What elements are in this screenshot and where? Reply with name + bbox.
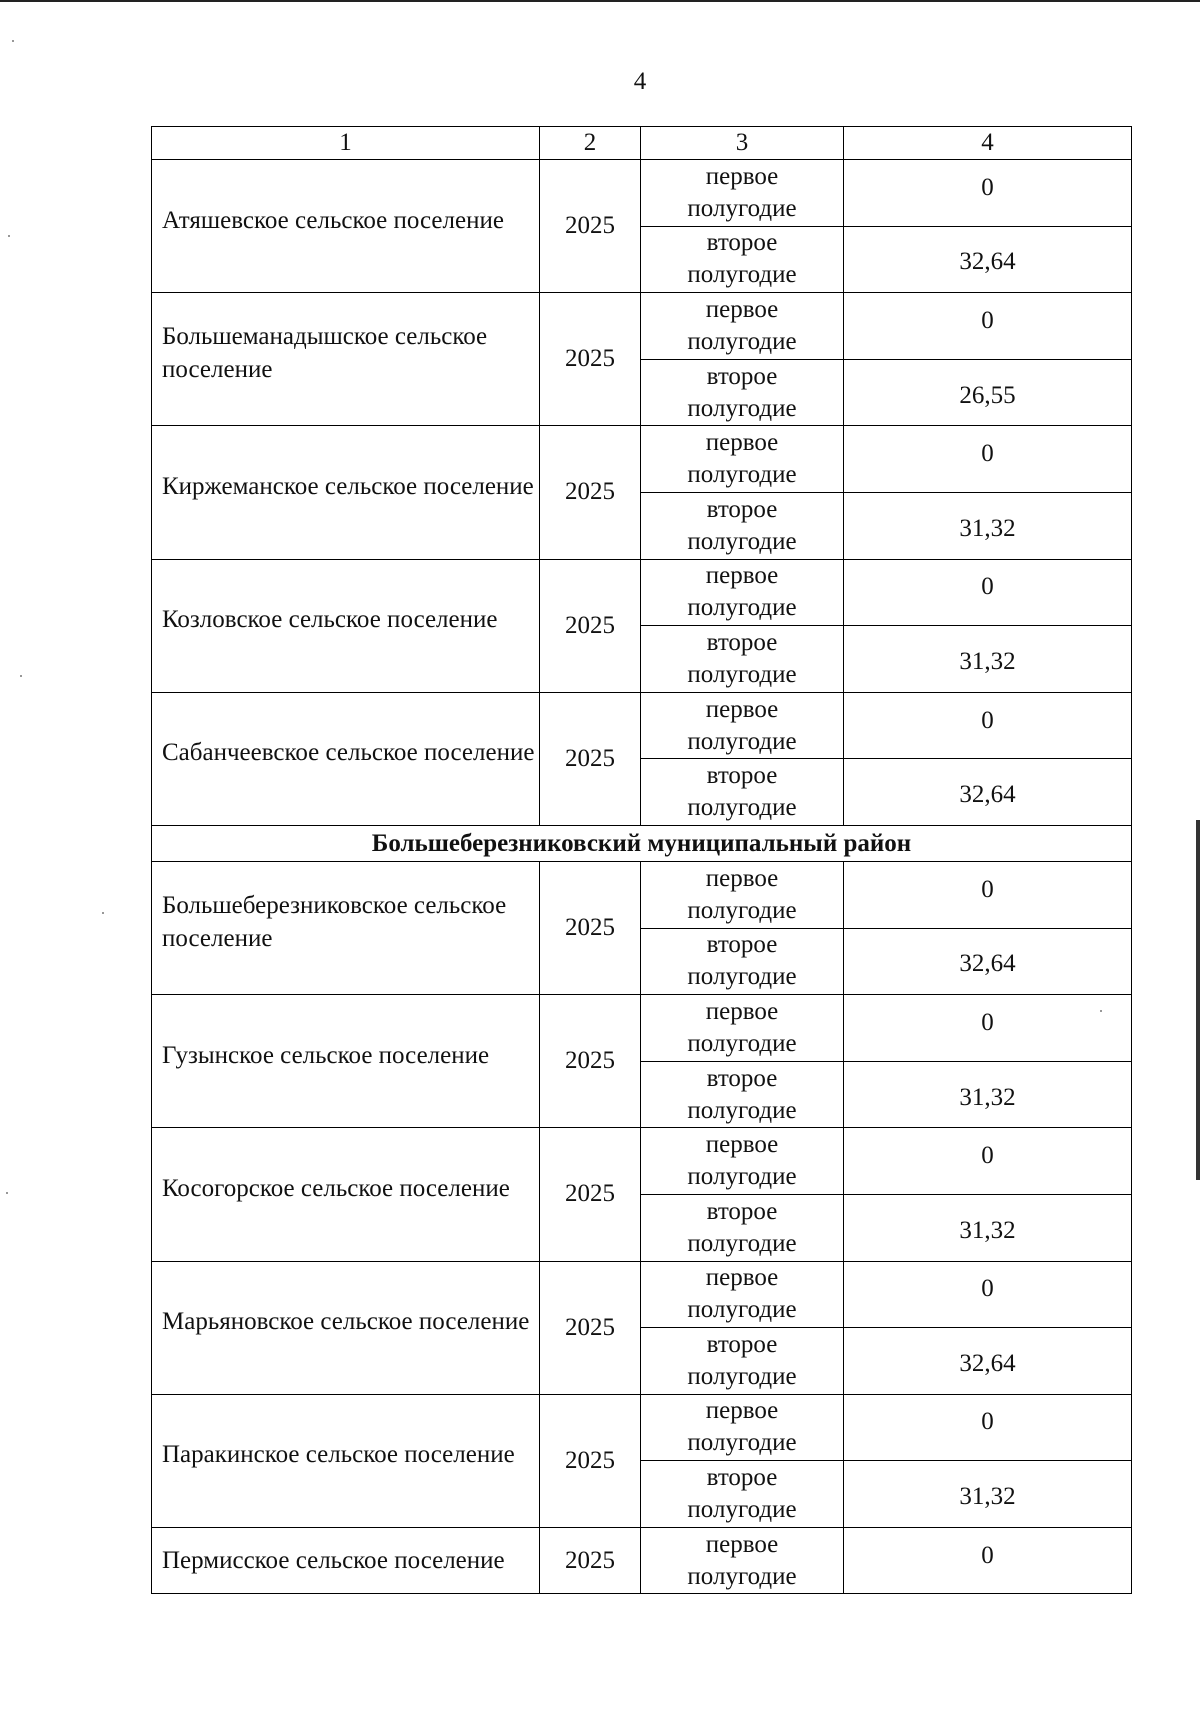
value: 32,64 bbox=[959, 781, 1016, 809]
period-label-line: полугодие bbox=[687, 896, 797, 924]
table-row bbox=[152, 559, 1132, 626]
period-cell bbox=[641, 626, 844, 693]
settlement-name-cell bbox=[152, 293, 540, 426]
data-table bbox=[151, 126, 1132, 1594]
period-label-line: первое bbox=[705, 295, 779, 323]
period-label-line: первое bbox=[705, 997, 779, 1025]
scan-speck bbox=[12, 40, 14, 42]
settlement-name: Большеманадышское сельское поселение bbox=[162, 323, 488, 384]
value: 0 bbox=[981, 573, 994, 601]
settlement-name: Киржеманское сельское поселение bbox=[162, 472, 534, 500]
settlement-name-cell bbox=[152, 1527, 540, 1594]
period-label-line: полугодие bbox=[687, 327, 797, 355]
scan-speck bbox=[20, 675, 22, 677]
period-cell bbox=[641, 928, 844, 995]
settlement-name: Паракинское сельское поселение bbox=[162, 1441, 515, 1469]
period-cell bbox=[641, 293, 844, 360]
period-label-line: второе bbox=[706, 1197, 778, 1225]
value-cell bbox=[844, 1061, 1132, 1128]
period-cell bbox=[641, 995, 844, 1062]
period-label-line: второе bbox=[706, 495, 778, 523]
settlement-name: Марьяновское сельское поселение bbox=[162, 1308, 530, 1336]
value: 0 bbox=[981, 875, 994, 903]
period-label-line: полугодие bbox=[687, 1296, 797, 1324]
value-cell bbox=[844, 1128, 1132, 1195]
settlement-name-cell bbox=[152, 160, 540, 293]
value-cell bbox=[844, 226, 1132, 293]
value: 0 bbox=[981, 1275, 994, 1303]
period-label-line: первое bbox=[705, 1264, 779, 1292]
value-cell bbox=[844, 426, 1132, 493]
value-cell bbox=[844, 626, 1132, 693]
value-cell bbox=[844, 1328, 1132, 1395]
column-header: 3 bbox=[641, 127, 844, 160]
settlement-name: Пермисское сельское поселение bbox=[162, 1547, 505, 1575]
value-cell bbox=[844, 559, 1132, 626]
settlement-name: Козловское сельское поселение bbox=[162, 606, 498, 634]
settlement-name-cell bbox=[152, 995, 540, 1128]
period-label-line: первое bbox=[705, 562, 779, 590]
section-title: Большеберезниковский муниципальный район bbox=[152, 825, 1132, 861]
settlement-name-cell bbox=[152, 559, 540, 692]
value-cell bbox=[844, 160, 1132, 227]
year-cell: 2025 bbox=[540, 861, 641, 994]
table-row bbox=[152, 293, 1132, 360]
period-cell bbox=[641, 160, 844, 227]
value-cell bbox=[844, 359, 1132, 426]
period-cell bbox=[641, 1261, 844, 1328]
value: 31,32 bbox=[959, 1483, 1016, 1511]
value-cell bbox=[844, 1461, 1132, 1528]
year-cell: 2025 bbox=[540, 995, 641, 1128]
value: 31,32 bbox=[959, 514, 1016, 542]
table-row bbox=[152, 692, 1132, 759]
table-row bbox=[152, 995, 1132, 1062]
period-cell bbox=[641, 359, 844, 426]
settlement-name-cell bbox=[152, 426, 540, 559]
period-label-line: второе bbox=[706, 229, 778, 257]
value-cell bbox=[844, 1261, 1132, 1328]
settlement-name: Большеберезниковское сельское поселение bbox=[162, 892, 507, 953]
period-label-line: полугодие bbox=[687, 527, 797, 555]
value-cell bbox=[844, 692, 1132, 759]
value: 0 bbox=[981, 306, 994, 334]
page-number: 4 bbox=[633, 68, 647, 95]
value-cell bbox=[844, 492, 1132, 559]
period-label-line: первое bbox=[705, 162, 779, 190]
value-cell bbox=[844, 1194, 1132, 1261]
value: 32,64 bbox=[959, 950, 1016, 978]
value: 0 bbox=[981, 1541, 994, 1569]
table-row bbox=[152, 1128, 1132, 1195]
period-label-line: полугодие bbox=[687, 1562, 797, 1590]
value: 0 bbox=[981, 1408, 994, 1436]
value-cell bbox=[844, 759, 1132, 826]
period-label-line: первое bbox=[705, 695, 779, 723]
value-cell bbox=[844, 928, 1132, 995]
year-cell: 2025 bbox=[540, 1527, 641, 1594]
value: 31,32 bbox=[959, 1083, 1016, 1111]
value: 0 bbox=[981, 440, 994, 468]
period-label-line: второе bbox=[706, 1464, 778, 1492]
period-label-line: первое bbox=[705, 1397, 779, 1425]
year-cell: 2025 bbox=[540, 160, 641, 293]
period-cell bbox=[641, 1194, 844, 1261]
settlement-name-cell bbox=[152, 1128, 540, 1261]
scan-speck bbox=[8, 235, 10, 237]
period-label-line: полугодие bbox=[687, 660, 797, 688]
period-label-line: второе bbox=[706, 1330, 778, 1358]
year-cell: 2025 bbox=[540, 426, 641, 559]
value: 0 bbox=[981, 1008, 994, 1036]
period-label-line: второе bbox=[706, 362, 778, 390]
period-cell bbox=[641, 226, 844, 293]
period-cell bbox=[641, 692, 844, 759]
settlement-name: Гузынское сельское поселение bbox=[162, 1041, 490, 1069]
period-cell bbox=[641, 1527, 844, 1594]
column-header: 2 bbox=[540, 127, 641, 160]
value: 31,32 bbox=[959, 647, 1016, 675]
year-cell: 2025 bbox=[540, 1261, 641, 1394]
scan-edge-right bbox=[1196, 820, 1200, 1180]
period-cell bbox=[641, 426, 844, 493]
period-label-line: полугодие bbox=[687, 1229, 797, 1257]
settlement-name-cell bbox=[152, 861, 540, 994]
period-label-line: полугодие bbox=[687, 1429, 797, 1457]
year-cell: 2025 bbox=[540, 1394, 641, 1527]
period-label-line: первое bbox=[705, 429, 779, 457]
value: 32,64 bbox=[959, 1349, 1016, 1377]
period-label-line: полугодие bbox=[687, 1362, 797, 1390]
scan-edge-top bbox=[0, 0, 1200, 2]
settlement-name: Атяшевское сельское поселение bbox=[162, 206, 504, 234]
table-body bbox=[152, 127, 1132, 1594]
period-label-line: второе bbox=[706, 628, 778, 656]
table-row bbox=[152, 1261, 1132, 1328]
value: 26,55 bbox=[959, 381, 1016, 409]
period-label-line: второе bbox=[706, 762, 778, 790]
year-cell: 2025 bbox=[540, 692, 641, 825]
table-row bbox=[152, 1527, 1132, 1594]
value: 0 bbox=[981, 706, 994, 734]
settlement-name: Косогорское сельское поселение bbox=[162, 1174, 510, 1202]
value-cell bbox=[844, 995, 1132, 1062]
period-label-line: второе bbox=[706, 931, 778, 959]
year-cell: 2025 bbox=[540, 559, 641, 692]
settlement-name: Сабанчеевское сельское поселение bbox=[162, 739, 535, 767]
value: 0 bbox=[981, 1142, 994, 1170]
period-label-line: полугодие bbox=[687, 727, 797, 755]
table-row bbox=[152, 426, 1132, 493]
period-label-line: полугодие bbox=[687, 1029, 797, 1057]
period-label-line: первое bbox=[705, 864, 779, 892]
settlement-name-cell bbox=[152, 1394, 540, 1527]
period-cell bbox=[641, 1328, 844, 1395]
table-row bbox=[152, 160, 1132, 227]
value: 32,64 bbox=[959, 248, 1016, 276]
value: 0 bbox=[981, 173, 994, 201]
table-row bbox=[152, 861, 1132, 928]
scan-speck bbox=[102, 912, 104, 914]
period-label-line: полугодие bbox=[687, 261, 797, 289]
period-label-line: полугодие bbox=[687, 1163, 797, 1191]
period-label-line: полугодие bbox=[687, 963, 797, 991]
period-label-line: полугодие bbox=[687, 1096, 797, 1124]
section-row bbox=[152, 825, 1132, 861]
column-header: 1 bbox=[152, 127, 540, 160]
value-cell bbox=[844, 861, 1132, 928]
period-cell bbox=[641, 861, 844, 928]
period-label-line: полугодие bbox=[687, 461, 797, 489]
year-cell: 2025 bbox=[540, 1128, 641, 1261]
year-cell: 2025 bbox=[540, 293, 641, 426]
period-label-line: полугодие bbox=[687, 794, 797, 822]
period-label-line: первое bbox=[705, 1131, 779, 1159]
period-cell bbox=[641, 1128, 844, 1195]
period-label-line: полугодие bbox=[687, 594, 797, 622]
header-row bbox=[152, 127, 1132, 160]
settlement-name-cell bbox=[152, 1261, 540, 1394]
value-cell bbox=[844, 293, 1132, 360]
value-cell bbox=[844, 1527, 1132, 1594]
period-label-line: второе bbox=[706, 1064, 778, 1092]
period-label-line: полугодие bbox=[687, 394, 797, 422]
period-label-line: первое bbox=[705, 1530, 779, 1558]
period-label-line: полугодие bbox=[687, 1496, 797, 1524]
value: 31,32 bbox=[959, 1216, 1016, 1244]
column-header: 4 bbox=[844, 127, 1132, 160]
period-cell bbox=[641, 492, 844, 559]
period-cell bbox=[641, 1061, 844, 1128]
table-row bbox=[152, 1394, 1132, 1461]
period-cell bbox=[641, 1394, 844, 1461]
period-cell bbox=[641, 759, 844, 826]
scan-speck bbox=[6, 1192, 8, 1194]
settlement-name-cell bbox=[152, 692, 540, 825]
value-cell bbox=[844, 1394, 1132, 1461]
period-cell bbox=[641, 559, 844, 626]
period-cell bbox=[641, 1461, 844, 1528]
period-label-line: полугодие bbox=[687, 194, 797, 222]
